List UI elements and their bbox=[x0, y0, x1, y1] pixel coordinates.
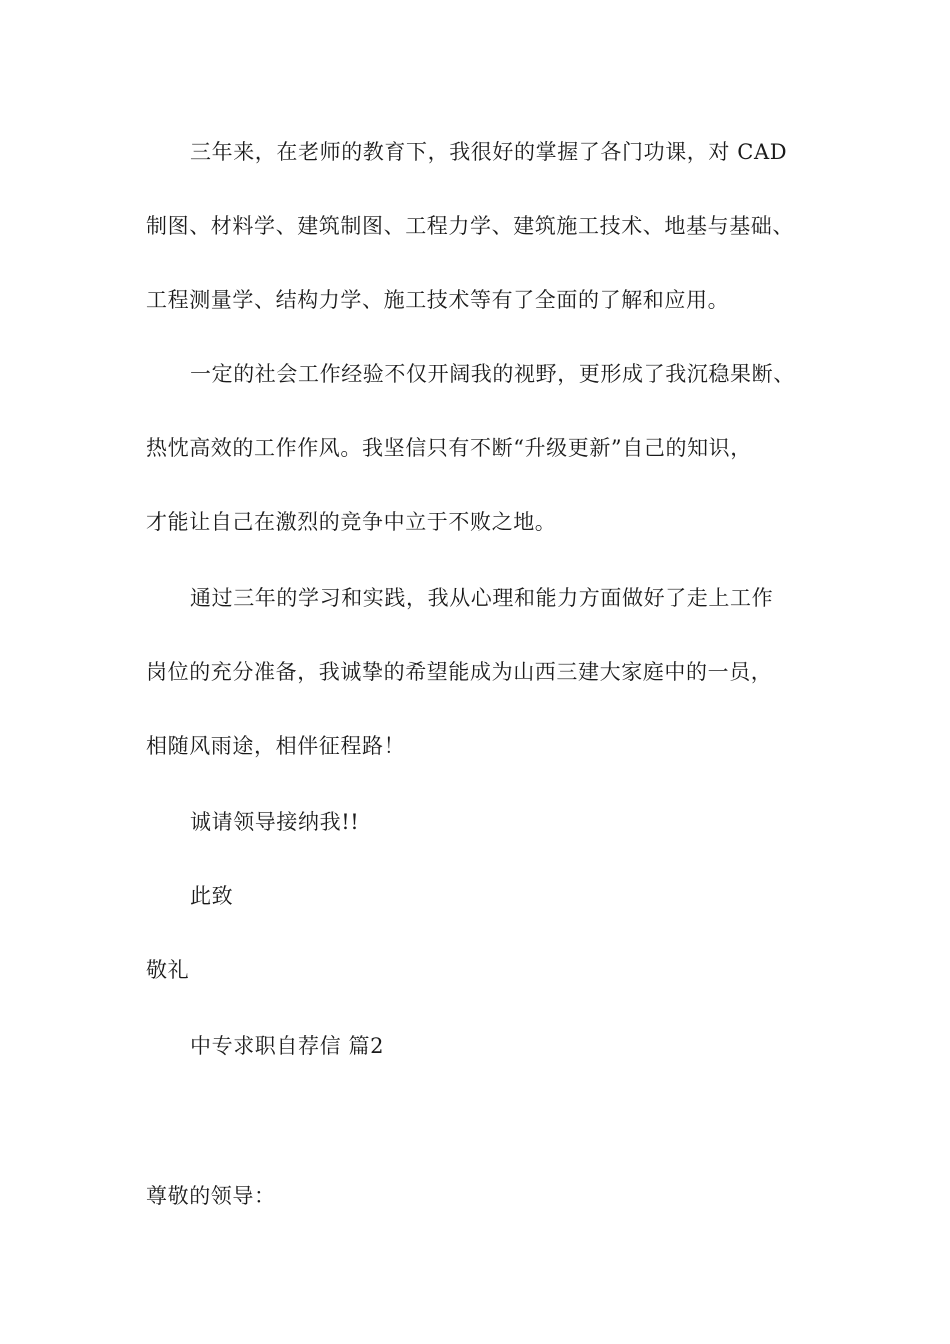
section-title-part-2: 中专求职自荐信 篇2 bbox=[190, 1034, 385, 1058]
paragraph-3-line-2: 岗位的充分准备，我诚挚的希望能成为山西三建大家庭中的一员， bbox=[146, 660, 773, 684]
paragraph-3-line-3: 相随风雨途，相伴征程路！ bbox=[146, 734, 406, 758]
paragraph-2-line-2: 热忱高效的工作作风。我坚信只有不断“升级更新”自己的知识， bbox=[146, 436, 752, 460]
closing-cizhi: 此致 bbox=[190, 884, 234, 908]
closing-request: 诚请领导接纳我!! bbox=[190, 810, 360, 834]
paragraph-1-line-3: 工程测量学、结构力学、施工技术等有了全面的了解和应用。 bbox=[146, 288, 730, 312]
paragraph-1-line-1: 三年来，在老师的教育下，我很好的掌握了各门功课，对 CAD bbox=[190, 140, 788, 164]
salutation: 尊敬的领导： bbox=[146, 1184, 276, 1208]
paragraph-1-line-2: 制图、材料学、建筑制图、工程力学、建筑施工技术、地基与基础、 bbox=[146, 214, 794, 238]
paragraph-2-line-3: 才能让自己在激烈的竞争中立于不败之地。 bbox=[146, 510, 557, 534]
closing-jingli: 敬礼 bbox=[146, 958, 190, 982]
paragraph-3-line-1: 通过三年的学习和实践，我从心理和能力方面做好了走上工作 bbox=[190, 586, 774, 610]
paragraph-2-line-1: 一定的社会工作经验不仅开阔我的视野，更形成了我沉稳果断、 bbox=[190, 362, 795, 386]
